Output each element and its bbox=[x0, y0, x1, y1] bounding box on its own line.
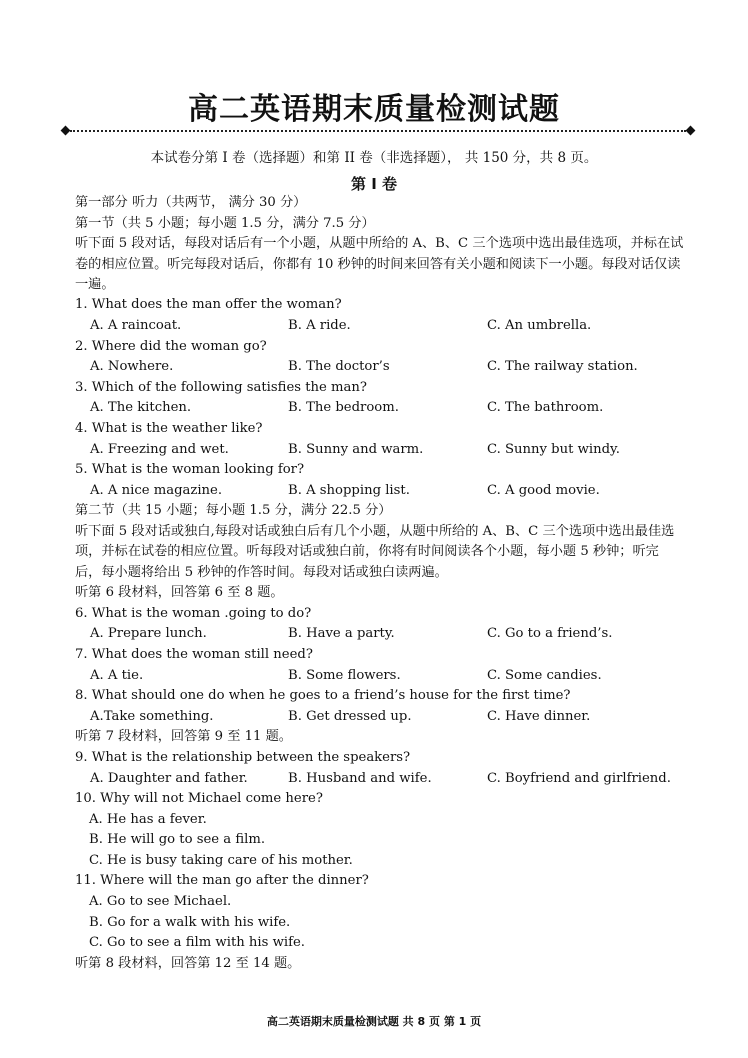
exam-intro: 本试卷分第 I 卷（选择题）和第 II 卷（非选择题）， 共 150 分，共 8 页。 bbox=[150, 150, 598, 166]
title-divider bbox=[62, 126, 694, 136]
question-9: 9. What is the relationship between the speakers? bbox=[75, 749, 411, 765]
options-9 bbox=[75, 769, 685, 790]
volume-heading: 第 Ⅰ 卷 bbox=[350, 175, 398, 193]
dotted-line bbox=[70, 130, 686, 132]
section-instructions: 听下面 5 段对话或独白,每段对话或独白后有几个小题，从题中所给的 A、B、C 三个选项中选出最佳选项，并标在试卷的相应位置。听每段对话或独白前，你将有时间阅读各个小题，每小题 5 秒钟；听完后，每小题将给出 5 秒钟的作答时间。每段对话或独白读两遍。 bbox=[75, 523, 675, 580]
option-c: C. Sunny but windy. bbox=[487, 441, 620, 457]
option-b: B. Have a party. bbox=[288, 626, 395, 642]
section-heading: 第一节（共 5 小题；每小题 1.5 分，满分 7.5 分） bbox=[75, 215, 375, 231]
option-c: C. He is busy taking care of his mother. bbox=[89, 852, 353, 868]
option-b: B. The bedroom. bbox=[288, 400, 399, 416]
question-1: 1. What does the man offer the woman? bbox=[75, 297, 342, 313]
option-b: B. Husband and wife. bbox=[288, 770, 432, 786]
diamond-left-icon bbox=[61, 126, 71, 136]
question-7: 7. What does the woman still need? bbox=[75, 646, 313, 662]
options-2 bbox=[75, 357, 685, 378]
section-instructions: 听下面 5 段对话，每段对话后有一个小题，从题中所给的 A、B、C 三个选项中选出最佳选项，并标在试卷的相应位置。听完每段对话后，你都有 10 秒钟的时间来回答有关小题和阅读下一小题。每段对话仅读一遍。 bbox=[75, 236, 684, 292]
question-2: 2. Where did the woman go? bbox=[75, 338, 267, 354]
option-c: C. Boyfriend and girlfriend. bbox=[487, 770, 671, 786]
options-5 bbox=[75, 481, 685, 502]
option-c: C. The railway station. bbox=[487, 359, 638, 375]
option-a: A.Take something. bbox=[90, 708, 214, 724]
question-4: 4. What is the weather like? bbox=[75, 420, 263, 436]
option-c: C. Go to see a film with his wife. bbox=[89, 935, 305, 951]
option-a: A. Prepare lunch. bbox=[90, 626, 207, 642]
exam-body bbox=[75, 193, 685, 974]
option-a: A. A raincoat. bbox=[90, 318, 182, 333]
option-b: B. Go for a walk with his wife. bbox=[89, 914, 291, 930]
question-10: 10. Why will not Michael come here? bbox=[75, 791, 323, 807]
option-c: C. Some candies. bbox=[487, 667, 602, 683]
option-b: B. The doctor’s bbox=[288, 359, 390, 375]
question-8: 8. What should one do when he goes to a friend’s house for the first time? bbox=[75, 688, 571, 704]
options-3 bbox=[75, 398, 685, 419]
option-a: A. Nowhere. bbox=[90, 359, 174, 375]
option-c: C. A good movie. bbox=[487, 482, 600, 498]
page-footer: 高二英语期末质量检测试题 共 8 页 第 1 页 bbox=[266, 1015, 482, 1028]
option-a: A. A tie. bbox=[90, 667, 144, 683]
option-b: B. Sunny and warm. bbox=[288, 441, 424, 457]
option-c: C. Go to a friend’s. bbox=[487, 626, 613, 642]
option-a: A. Daughter and father. bbox=[90, 770, 248, 786]
exam-title: 高二英语期末质量检测试题 bbox=[188, 92, 560, 127]
option-b: B. He will go to see a film. bbox=[89, 832, 266, 848]
option-c: C. The bathroom. bbox=[487, 400, 604, 416]
section-heading: 第二节（共 15 小题；每小题 1.5 分，满分 22.5 分） bbox=[75, 503, 392, 519]
options-8 bbox=[75, 707, 685, 728]
options-4 bbox=[75, 440, 685, 461]
option-b: B. Some flowers. bbox=[288, 667, 401, 683]
question-6: 6. What is the woman .going to do? bbox=[75, 605, 312, 621]
question-3: 3. Which of the following satisfies the man? bbox=[75, 379, 367, 395]
options-1 bbox=[75, 316, 685, 337]
material-note: 听第 6 段材料，回答第 6 至 8 题。 bbox=[75, 585, 284, 601]
part-heading: 第一部分 听力（共两节， 满分 30 分） bbox=[75, 195, 307, 210]
option-a: A. Freezing and wet. bbox=[90, 441, 229, 457]
option-c: C. Have dinner. bbox=[487, 708, 591, 724]
material-note: 听第 7 段材料，回答第 9 至 11 题。 bbox=[75, 729, 292, 745]
option-b: B. Get dressed up. bbox=[288, 708, 412, 724]
option-b: B. A shopping list. bbox=[288, 482, 410, 498]
option-b: B. A ride. bbox=[288, 318, 351, 333]
question-5: 5. What is the woman looking for? bbox=[75, 462, 305, 478]
option-c: C. An umbrella. bbox=[487, 318, 592, 333]
options-7 bbox=[75, 666, 685, 687]
options-6 bbox=[75, 624, 685, 645]
question-11: 11. Where will the man go after the dinner? bbox=[75, 873, 369, 889]
material-note: 听第 8 段材料，回答第 12 至 14 题。 bbox=[75, 955, 301, 971]
diamond-right-icon bbox=[686, 126, 696, 136]
option-a: A. He has a fever. bbox=[89, 811, 207, 827]
option-a: A. A nice magazine. bbox=[90, 482, 223, 498]
option-a: A. Go to see Michael. bbox=[89, 894, 232, 910]
option-a: A. The kitchen. bbox=[90, 400, 192, 416]
